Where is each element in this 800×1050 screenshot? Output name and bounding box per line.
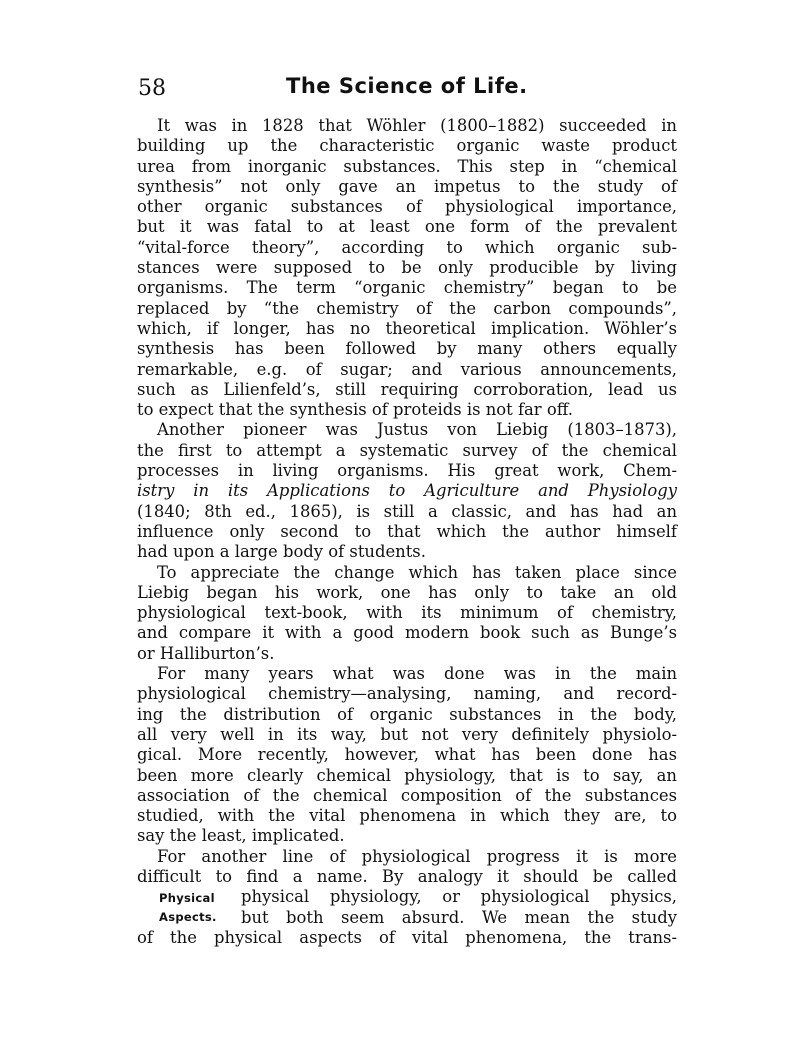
text-line: but both seem absurd. We mean the study bbox=[241, 907, 677, 927]
text-line: association of the chemical composition of the substances bbox=[137, 785, 677, 805]
text-line: synthesis has been followed by many others equally bbox=[137, 339, 677, 359]
text-line: which, if longer, has no theoretical implication. Wöhler’s bbox=[137, 318, 677, 338]
text-line: gical. More recently, however, what has been done has bbox=[137, 745, 677, 765]
paragraph-2 bbox=[137, 420, 677, 562]
running-title: The Science of Life. bbox=[286, 74, 528, 98]
text-line: to expect that the synthesis of proteids is not far off. bbox=[137, 400, 573, 420]
text-line: Liebig began his work, one has only to take an old bbox=[137, 582, 677, 602]
text-line: of the physical aspects of vital phenomena, the trans- bbox=[137, 927, 677, 947]
text-line: ing the distribution of organic substances in the body, bbox=[137, 704, 677, 724]
text-line: It was in 1828 that Wöhler (1800–1882) succeeded in bbox=[157, 116, 677, 135]
text-line: physiological text-book, with its minimum of chemistry, bbox=[137, 603, 677, 623]
text-line: remarkable, e.g. of sugar; and various announcements, bbox=[137, 359, 677, 379]
text-line: Another pioneer was Justus von Liebig (1803–1873), bbox=[157, 420, 677, 440]
text-line: say the least, implicated. bbox=[137, 826, 345, 846]
paragraph-1 bbox=[137, 116, 677, 420]
body-text bbox=[137, 116, 677, 948]
margin-note-physical: Physical bbox=[159, 891, 215, 906]
paragraph-3 bbox=[137, 563, 677, 664]
page-number: 58 bbox=[138, 76, 166, 101]
text-line: other organic substances of physiological importance, bbox=[137, 197, 677, 217]
text-line: For many years what was done was in the main bbox=[157, 664, 677, 684]
text-line: “vital-force theory”, according to which organic sub- bbox=[137, 237, 677, 257]
text-line: processes in living organisms. His great work, Chem- bbox=[137, 461, 677, 481]
text-line: urea from inorganic substances. This step in “chemical bbox=[137, 156, 677, 176]
margin-note-aspects: Aspects. bbox=[159, 909, 217, 924]
paragraph-5 bbox=[137, 847, 677, 948]
text-line: istry in its Applications to Agriculture and Physiology bbox=[137, 481, 677, 501]
text-line: and compare it with a good modern book such as Bunge’s bbox=[137, 623, 677, 643]
text-line: stances were supposed to be only producible by living bbox=[137, 258, 677, 278]
text-line: physiological chemistry—analysing, naming, and record- bbox=[137, 684, 677, 704]
text-line: influence only second to that which the author himself bbox=[137, 521, 677, 541]
text-line: building up the characteristic organic waste product bbox=[137, 136, 677, 156]
margin-note-line bbox=[137, 908, 677, 928]
text-line: To appreciate the change which has taken place since bbox=[157, 562, 677, 582]
text-line: difficult to find a name. By analogy it should be called bbox=[137, 866, 677, 886]
text-line: synthesis” not only gave an impetus to the study of bbox=[137, 176, 677, 196]
text-line: been more clearly chemical physiology, that is to say, an bbox=[137, 765, 677, 785]
text-line: all very well in its way, but not very definitely physiolo- bbox=[137, 724, 677, 744]
text-line: replaced by “the chemistry of the carbon compounds”, bbox=[137, 298, 677, 318]
text-line: the first to attempt a systematic survey of the chemical bbox=[137, 440, 677, 460]
paragraph-4 bbox=[137, 664, 677, 847]
text-line: physical physiology, or physiological physics, bbox=[241, 887, 677, 907]
text-line: organisms. The term “organic chemistry” began to be bbox=[137, 278, 677, 298]
text-line: such as Lilienfeld’s, still requiring corroboration, lead us bbox=[137, 379, 677, 399]
running-head bbox=[138, 74, 678, 104]
text-line: had upon a large body of students. bbox=[137, 542, 426, 562]
margin-note-line bbox=[137, 887, 677, 907]
text-line: For another line of physiological progress it is more bbox=[157, 846, 677, 866]
text-line: or Halliburton’s. bbox=[137, 643, 275, 663]
text-line: (1840; 8th ed., 1865), is still a classic, and has had an bbox=[137, 501, 677, 521]
text-line: studied, with the vital phenomena in which they are, to bbox=[137, 806, 677, 826]
text-line: but it was fatal to at least one form of the prevalent bbox=[137, 217, 677, 237]
